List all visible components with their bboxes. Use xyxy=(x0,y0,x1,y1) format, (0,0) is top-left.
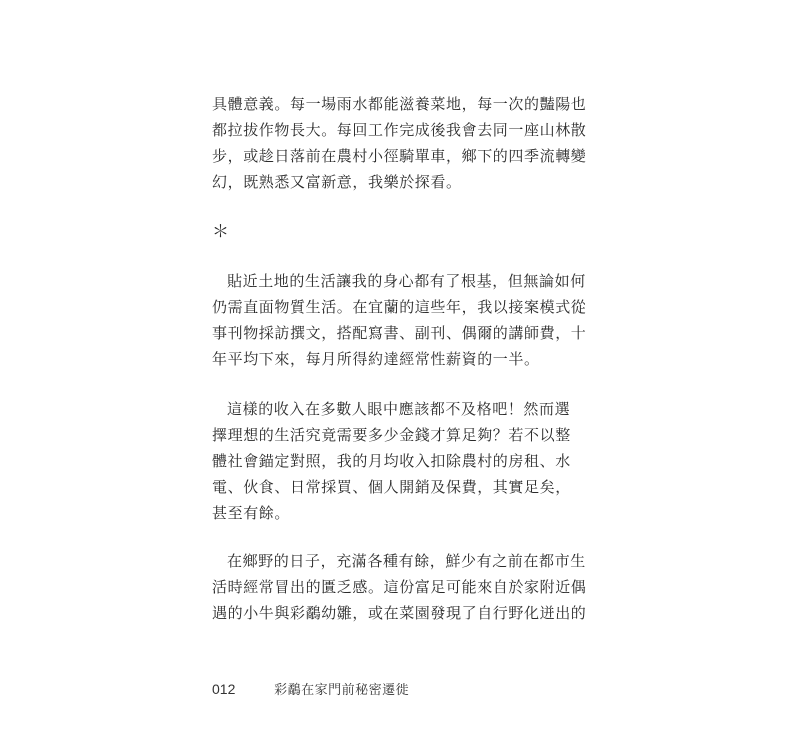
text-line: 甚至有餘。 xyxy=(212,504,291,522)
text-line: 仍需直面物質生活。在宜蘭的這些年，我以接案模式從 xyxy=(212,298,587,316)
text-line: 這樣的收入在多數人眼中應該都不及格吧！然而選 xyxy=(227,400,571,418)
page-footer xyxy=(212,680,409,700)
text-line: 步，或趁日落前在農村小徑騎單車，鄉下的四季流轉變 xyxy=(212,147,587,165)
text-line: 年平均下來，每月所得約達經常性薪資的一半。 xyxy=(212,350,540,368)
text-line: 具體意義。每一場雨水都能滋養菜地，每一次的豔陽也 xyxy=(212,95,587,113)
text-line: 貼近土地的生活讓我的身心都有了根基，但無論如何 xyxy=(227,272,586,290)
book-title: 彩鷸在家門前秘密遷徙 xyxy=(274,683,410,698)
text-line: 電、伙食、日常採買、個人開銷及保費，其實足矣， xyxy=(212,478,571,496)
text-line: 活時經常冒出的匱乏感。這份富足可能來自於家附近偶 xyxy=(212,578,587,596)
paragraph-3 xyxy=(212,396,572,526)
text-line: 幻，既熟悉又富新意，我樂於探看。 xyxy=(212,173,462,191)
text-line: 遇的小牛與彩鷸幼雛，或在菜園發現了自行野化迸出的 xyxy=(212,604,587,622)
page-number: 012 xyxy=(212,681,236,697)
text-line: 都拉拔作物長大。每回工作完成後我會去同一座山林散 xyxy=(212,121,587,139)
paragraph-4 xyxy=(212,548,587,626)
text-line: 事刊物採訪撰文，搭配寫書、副刊、偶爾的講師費，十 xyxy=(212,324,587,342)
section-break-asterisk: ＊ xyxy=(212,222,229,242)
paragraph-2 xyxy=(212,268,587,372)
text-line: 體社會錨定對照，我的月均收入扣除農村的房租、水 xyxy=(212,452,571,470)
text-line: 擇理想的生活究竟需要多少金錢才算足夠？若不以整 xyxy=(212,426,571,444)
text-line: 在鄉野的日子，充滿各種有餘，鮮少有之前在都市生 xyxy=(227,552,586,570)
paragraph-1 xyxy=(212,91,587,195)
